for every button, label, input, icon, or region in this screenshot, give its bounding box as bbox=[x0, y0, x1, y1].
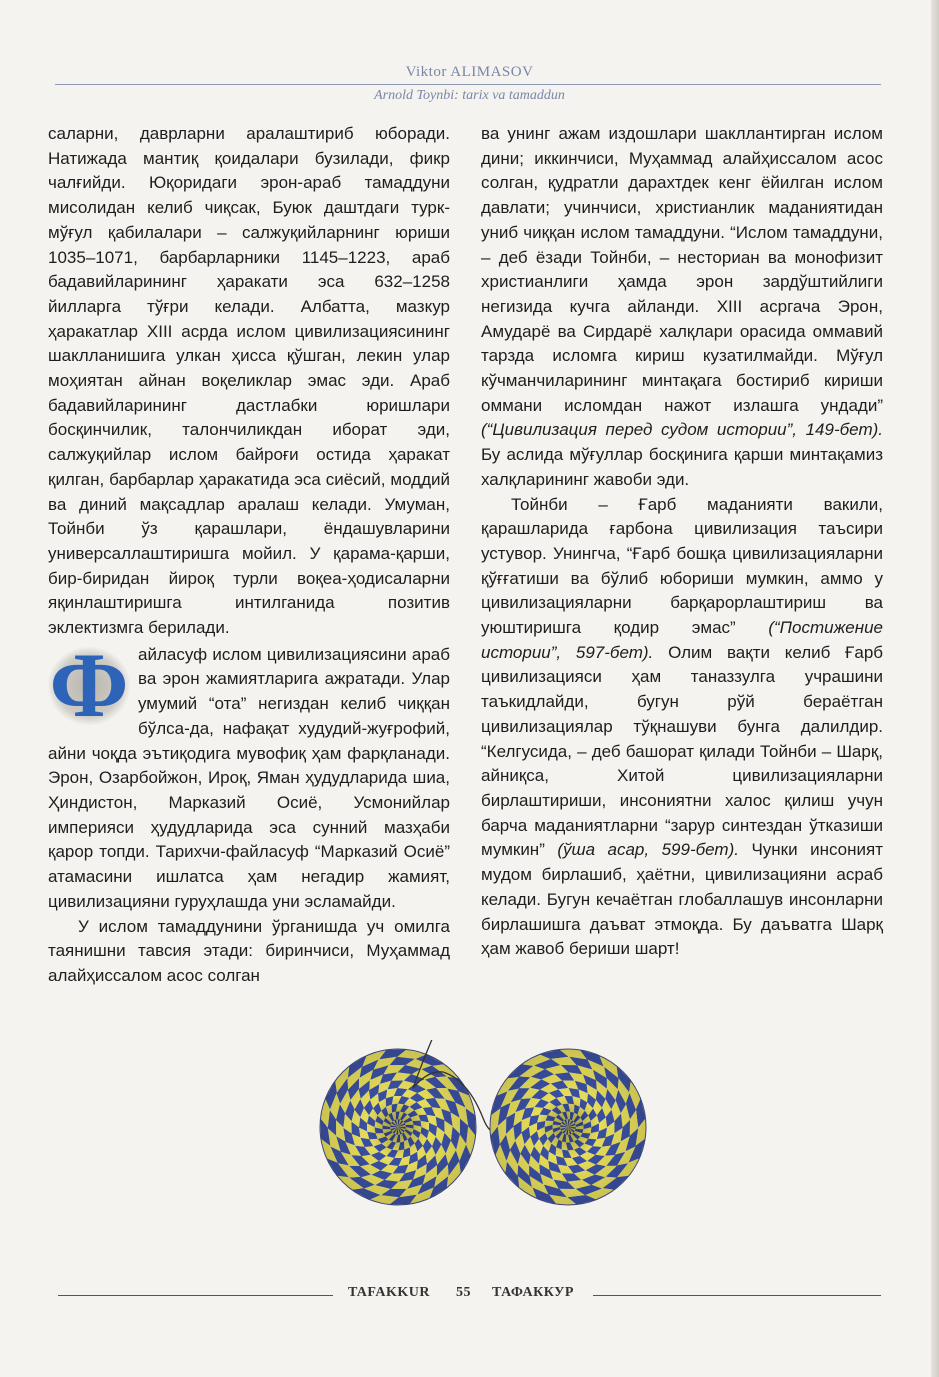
right-paragraph-1-text-b: Бу аслида мўғуллар босқинига қарши минтақамиз халқларининг жавоби эди. bbox=[481, 445, 883, 489]
lens-shading bbox=[320, 1049, 476, 1205]
left-paragraph-1: саларни, даврларни аралаштириб юборади. Натижада мантиқ қоидалари бузилади, фикр чалғийди. Юқоридаги эрон-араб тамаддуни мисолидан келиб чиқсак, Буюк даштдаги турк-мўғул қабилалари – салжуқийларнинг юриши 1035–1071, барбарларники 1145–1223, араб бадавийларининг ҳаракати эса 632–1258 йилларга тўғри келади. Албатта, мазкур ҳаракатлар XIII асрда ислом цивилизациясининг шаклланишига улкан ҳисса қўшган, лекин улар моҳиятан айнан воқеликлар эмас эди. Араб бадавийларининг дастлабки юришлари босқинчилик, талончиликдан иборат эди, салжуқийлар ислом байроғи остида ҳаракат қилган, барбарлар ҳаракатида эса сиёсий, моддий ва диний мақсадлар аралаш келади. Умуман, Тойнби ўз қарашлари, ёндашувларини универсаллаштиришга мойил. У қарама-қарши, бир-биридан йироқ турли воқеа-ҳодисаларни яқинлаштиришга интилганида позитив эклектизмга берилади. bbox=[48, 124, 450, 638]
footer-rule-left bbox=[58, 1295, 333, 1296]
left-paragraph-2 bbox=[48, 633, 450, 915]
spectacles-svg bbox=[318, 1040, 648, 1210]
right-column bbox=[481, 122, 883, 962]
header-subtitle: Arnold Toynbi: tarix va tamaddun bbox=[374, 88, 565, 103]
header-rule bbox=[55, 84, 881, 85]
right-paragraph-2-citation: (“Постижение истории”, 597-бет). bbox=[481, 618, 883, 662]
right-paragraph-1-text-a: ва унинг ажам издошлари шакллантирган ислом дини; иккинчиси, Муҳаммад алайҳиссалом асос солган, қудратли дарахтдек кенг ёйилган ислом давлати; учинчиси, христианлик маданиятидан униб чиққан ислом тамаддуни. “Ислом тамаддуни, – деб ёзади Тойнби, – несториан ва монофизит христианлиги ҳамда эрон зардўштийлиги негизида кучга айланди. XIII асргача Эрон, Амударё ва Сирдарё халқлари орасида оммавий тарзда исломга кириш кузатилмайди. Мўғул кўчманчиларининг минтақага бостириб кириши оммани исломдан нажот излашга ундади” bbox=[481, 124, 883, 415]
right-paragraph-2-text-a: Тойнби – Ғарб маданияти вакили, қарашларида ғарбона цивилизация таъсири устувор. Унингча, “Ғарб бошқа цивилизацияларни қўғғатиши ва бўлиб юбориши мумкин, аммо у цивилизацияларни барқарорлаштириш ва уюштиришга қодир эмас” bbox=[481, 494, 883, 638]
page-edge bbox=[931, 0, 939, 1377]
running-header bbox=[0, 62, 939, 106]
drop-cap: Ф bbox=[49, 633, 129, 736]
right-paragraph-1-citation: (“Цивилизация перед судом истории”, 149-бет). bbox=[481, 420, 883, 440]
right-paragraph-2-text-b: Олим вақти келиб Ғарб цивилизацияси ҳам таназзулга учрашини таъкидлайди, бугун рўй бераётган цивилизациялар тўқнашуви бунга далилдир. “Келгусида, – деб башорат қилади Тойнби – Шарқ, айниқса, Хитой цивилизацияларни бирлаштириши, инсониятни халос қилиш учун барча маданиятларни “зарур синтездан ўтказиши мумкин” bbox=[481, 642, 884, 860]
left-column bbox=[48, 122, 450, 989]
right-paragraph-2 bbox=[481, 493, 883, 962]
footer-rule-right bbox=[593, 1295, 881, 1296]
left-paragraph-2-text: айласуф ислом цивилизациясини араб ва эрон жамиятларига ажратади. Улар умумий “ота” негиздан келиб чиққан бўлса-да, нафақат худудий-жуғрофий, айни чоқда эътиқодига мувофиқ ҳам фарқланади. Эрон, Озарбойжон, Ироқ, Яман ҳудудларида шиа, Ҳиндистон, Марказий Осиё, Усмонийлар империяси ҳудудларида эса сунний мазҳаби қарор топди. Тарихчи-файласуф “Марказий Осиё” атамасини ишлатса ҳам негадир жамият, цивилизацияни гуруҳлашда уни эсламайди. bbox=[48, 644, 450, 911]
page-footer bbox=[0, 1285, 939, 1305]
header-author: Viktor ALIMASOV bbox=[405, 64, 534, 80]
lens-shading bbox=[490, 1049, 646, 1205]
left-paragraph-3: У ислом тамаддунини ўрганишда уч омилга таянишни тавсия этади: биринчиси, Муҳаммад алайҳиссалом асос солган bbox=[48, 916, 450, 985]
left-lens bbox=[320, 1049, 476, 1205]
right-lens bbox=[490, 1049, 646, 1205]
page-number: 55 bbox=[456, 1285, 471, 1300]
right-paragraph-2-citation-2: (ўша асар, 599-бет). bbox=[557, 840, 739, 860]
footer-title-cyrillic: ТАФАККУР bbox=[492, 1285, 574, 1300]
optical-illusion-spectacles-icon bbox=[318, 1040, 648, 1210]
footer-title-latin: TAFAKKUR bbox=[348, 1285, 431, 1300]
right-paragraph-2-text-c: Чунки инсоният мудом бирлашиб, ҳаётни, цивилизацияни асраб келади. Бугун кечаётган глобаллашув инсонларни бирлашишга даъват этмоқда. Бу даъватга Шарқ ҳам жавоб бериши шарт! bbox=[481, 840, 883, 959]
right-paragraph-1 bbox=[481, 122, 883, 493]
